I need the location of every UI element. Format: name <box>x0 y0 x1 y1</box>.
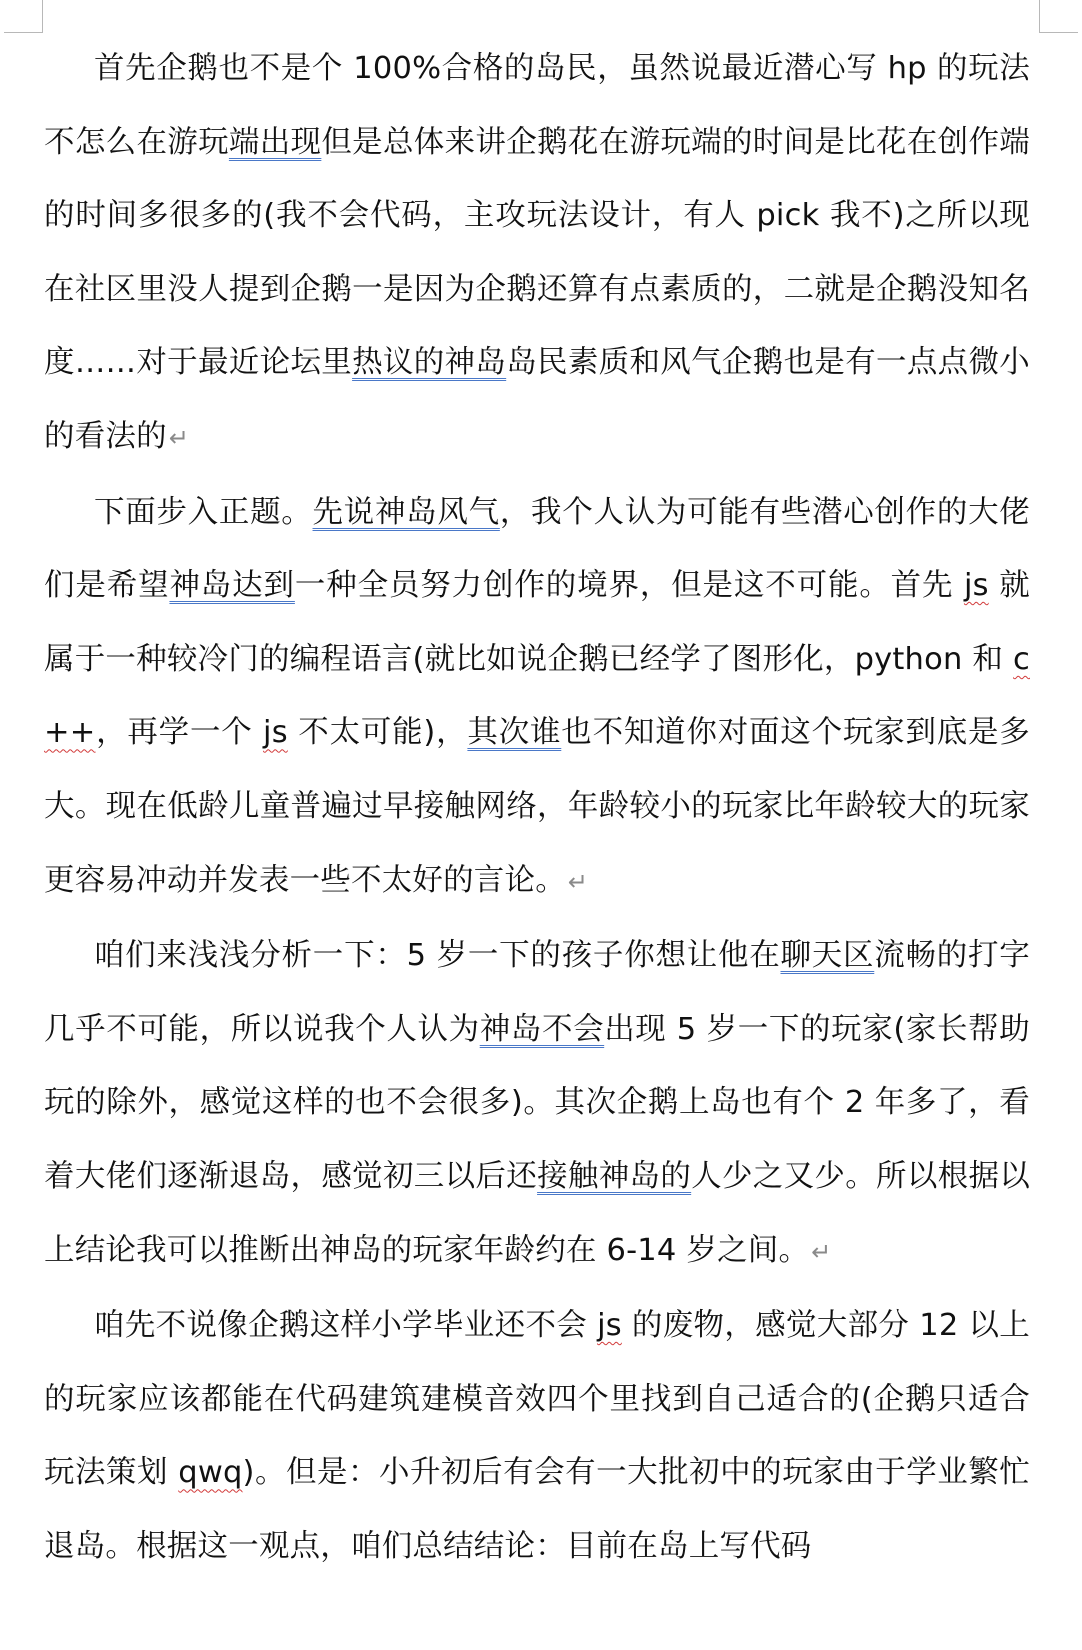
grammar-underlined-text: 热议的神岛 <box>352 345 507 381</box>
paragraph-text: 人少之又少。所以根据以上结论我可以推断出神岛的玩家年龄约在 6-14 岁之间。 <box>44 1158 1031 1268</box>
paragraph-text: 出现 5 岁一下的玩家(家长帮助玩的除外，感觉这样的也不会很多)。其次企鹅上岛也有个 2 年多了，看着大佬们逐渐退岛，感觉初三以后还 <box>44 1011 1030 1194</box>
grammar-underlined-text: 端出现 <box>228 124 322 160</box>
paragraph-text: 首先企鹅也不是个 100%合格的岛民，虽然说最近潜心写 hp 的玩法不怎么在游玩 <box>44 51 1030 160</box>
paragraph-text: 下面步入正题。 <box>94 494 313 530</box>
paragraph <box>44 1289 1030 1583</box>
paragraph-text: ，我个人认为可能有些潜心创作的大佬们是希望 <box>44 494 1031 604</box>
grammar-underlined-text: 神岛不会 <box>479 1011 605 1047</box>
paragraph <box>44 476 1030 920</box>
spellcheck-underlined-text: js <box>597 1308 622 1344</box>
grammar-underlined-text: 神岛达到 <box>169 568 295 604</box>
paragraph <box>44 32 1030 476</box>
paragraph-text: 不太可能)， <box>287 715 468 751</box>
spellcheck-underlined-text: c++ <box>44 641 1030 751</box>
page-margin-corner-top-left <box>4 0 43 33</box>
paragraph <box>44 919 1030 1289</box>
paragraph-text: 但是总体来讲企鹅花在游玩端的时间是比花在创作端的时间多很多的(我不会代码，主攻玩法设计，有人 pick 我不)之所以现在社区里没人提到企鹅一是因为企鹅还算有点素质的，二就是企鹅没知名度……对于最近论坛里 <box>44 124 1030 381</box>
document-body[interactable] <box>44 32 1030 1583</box>
grammar-underlined-text: 先说神岛风气 <box>312 494 500 530</box>
spellcheck-underlined-text: qwq <box>178 1455 243 1491</box>
paragraph-text: 一种全员努力创作的境界，但是这不可能。首先 <box>294 568 964 604</box>
paragraph-mark-icon: ↵ <box>567 867 589 896</box>
paragraph-text: 流畅的打字几乎不可能，所以说我个人认为 <box>44 938 1030 1047</box>
paragraph-text: 就属于一种较冷门的编程语言(就比如说企鹅已经学了图形化，python 和 <box>44 568 1030 677</box>
paragraph-text: 也不知道你对面这个玩家到底是多大。现在低龄儿童普遍过早接触网络，年龄较小的玩家比年龄较大的玩家更容易冲动并发表一些不太好的言论。 <box>44 715 1031 898</box>
paragraph-text: ，再学一个 <box>95 715 264 751</box>
grammar-underlined-text: 其次谁 <box>467 715 562 751</box>
paragraph-text: 岛民素质和风气企鹅也是有一点点微小的看法的 <box>44 345 1031 454</box>
paragraph-text: 咱先不说像企鹅这样小学毕业还不会 <box>94 1308 598 1344</box>
spellcheck-underlined-text: js <box>963 568 989 604</box>
page-margin-corner-top-right <box>1039 0 1078 33</box>
spellcheck-underlined-text: js <box>263 715 288 751</box>
grammar-underlined-text: 聊天区 <box>780 938 875 974</box>
grammar-underlined-text: 接触神岛的 <box>537 1158 692 1194</box>
paragraph-mark-icon: ↵ <box>168 423 190 452</box>
paragraph-mark-icon: ↵ <box>811 1237 832 1266</box>
paragraph-text: 的废物，感觉大部分 12 以上的玩家应该都能在代码建筑建模音效四个里找到自己适合的(企鹅只适合玩法策划 <box>44 1308 1030 1491</box>
paragraph-text: 咱们来浅浅分析一下：5 岁一下的孩子你想让他在 <box>94 938 781 974</box>
paragraph-text: )。但是：小升初后有会有一大批初中的玩家由于学业繁忙退岛。根据这一观点，咱们总结结论：目前在岛上写代码 <box>44 1455 1030 1564</box>
